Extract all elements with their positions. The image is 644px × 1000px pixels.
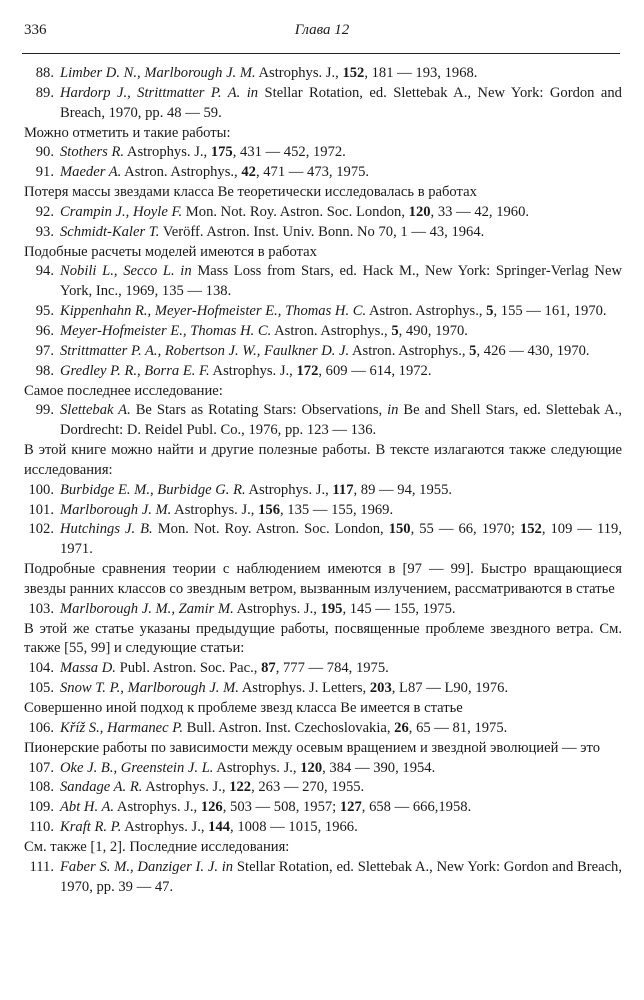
reference-volume: 126 (200, 799, 223, 816)
reference-entry (24, 64, 622, 84)
reference-volume: 5 (469, 342, 477, 359)
reference-entry (24, 818, 622, 838)
reference-source: Mass Loss from Stars, ed. Hack M., New York: Springer-Verlag New York, Inc., 1969, 135 — 138. (60, 263, 622, 300)
reference-pages: , 155 — 161, 1970. (493, 303, 607, 320)
reference-volume: 152 (342, 65, 365, 81)
reference-entry (24, 342, 622, 362)
reference-volume: 203 (369, 680, 392, 697)
reference-source: Astron. Astrophys., (366, 303, 487, 320)
reference-volume: 120 (300, 759, 323, 776)
reference-source: Veröff. Astron. Inst. Univ. Bonn. No 70, 1 — 43, 1964. (159, 223, 485, 240)
reference-pages: , 503 — 508, 1957; (222, 799, 340, 816)
section-note: Совершенно иной подход к проблеме звезд класса Be имеется в статье (24, 700, 463, 716)
reference-source: Mon. Not. Roy. Astron. Soc. London, (152, 521, 389, 538)
reference-volume-2: 152 (519, 521, 542, 538)
reference-source: Astrophys. J., (171, 501, 259, 518)
reference-authors: Nobili L., Secco L. in (60, 263, 192, 280)
section-note: Подобные расчеты моделей имеются в работах (24, 243, 317, 260)
reference-volume: 117 (332, 481, 354, 498)
reference-number: 110. (29, 819, 54, 836)
reference-volume: 26 (394, 719, 409, 736)
reference-number: 89. (35, 84, 54, 101)
reference-entry (24, 262, 622, 302)
reference-authors: Kippenhahn R., Meyer-Hofmeister E., Thomas H. C. (60, 303, 367, 320)
reference-source: Astron. Astrophys., (349, 342, 470, 359)
reference-number: 103. (28, 600, 54, 617)
section-note: Пионерские работы по зависимости между осевым вращением и звездной эволюцией — это (24, 739, 601, 756)
reference-entry (24, 302, 622, 322)
reference-pages: , 777 — 784, 1975. (275, 660, 389, 677)
reference-source: Mon. Not. Roy. Astron. Soc. London, (182, 203, 409, 220)
reference-authors: Oke J. B., Greenstein J. L. (60, 759, 214, 776)
reference-number: 93. (35, 223, 54, 240)
reference-entry (24, 223, 622, 243)
reference-entry (24, 600, 622, 620)
reference-authors: Sandage A. R. (60, 779, 143, 796)
reference-volume: 172 (296, 362, 319, 379)
reference-source: Astrophys. J. Letters, (238, 680, 370, 697)
reference-source: Astrophys. J., (142, 779, 230, 796)
reference-volume: 195 (320, 600, 343, 617)
reference-authors: Slettebak A. (60, 402, 131, 419)
reference-authors: Stothers R. (60, 144, 125, 161)
reference-number: 96. (35, 322, 54, 339)
reference-entry (24, 759, 622, 779)
reference-authors: Hutchings J. B. (60, 521, 153, 538)
reference-source: Stellar Rotation, ed. Slettebak A., New York: Gordon and Breach, 1970, pp. 39 — 47. (60, 858, 622, 895)
reference-number: 97. (35, 342, 54, 359)
reference-volume: 122 (229, 779, 252, 796)
section-note: В этой же статье указаны предыдущие работы, посвященные проблеме звездного ветра. См. также [55, 99] и следующие статьи: (24, 620, 622, 657)
reference-entry (24, 401, 622, 441)
reference-entry (24, 163, 622, 183)
reference-source: Astrophys. J., (213, 759, 301, 776)
reference-source: Astron. Astrophys., (271, 322, 392, 339)
reference-number: 94. (35, 263, 54, 280)
reference-number: 104. (28, 660, 54, 677)
reference-number: 90. (35, 144, 54, 161)
reference-number: 107. (28, 759, 54, 776)
reference-source: Astrophys. J., (121, 819, 209, 836)
bibliography-list (24, 64, 622, 897)
reference-entry (24, 322, 622, 342)
reference-pages: , 55 — 66, 1970; (410, 521, 520, 538)
reference-source: Astrophys. J., (124, 144, 211, 161)
reference-pages: , 471 — 473, 1975. (255, 164, 370, 181)
reference-number: 106. (28, 719, 54, 736)
reference-entry (24, 659, 622, 679)
reference-source: Astrophys. J., (233, 600, 321, 617)
reference-number: 98. (35, 362, 54, 379)
reference-authors: Kraft R. P. (60, 819, 122, 836)
reference-source: Stellar Rotation, ed. Slettebak A., New York: Gordon and Breach, 1970, pp. 48 — 59. (60, 84, 622, 121)
reference-volume: 156 (258, 501, 280, 518)
section-note: Потеря массы звездами класса Be теоретически исследовалась в работах (24, 184, 477, 201)
reference-entry (24, 520, 622, 560)
reference-authors: Massa D. (60, 660, 116, 677)
reference-authors: Crampin J., Hoyle F. (60, 203, 183, 220)
reference-number: 88. (35, 65, 54, 81)
reference-authors: Kříž S., Harmanec P. (60, 719, 183, 736)
reference-pages: , 89 — 94, 1955. (353, 481, 453, 498)
reference-authors: Burbidge E. M., Burbidge G. R. (60, 481, 246, 498)
reference-authors: Snow T. P., Marlborough J. M. (60, 680, 239, 697)
section-note: Можно отметить и такие работы: (24, 124, 231, 141)
reference-volume: 42 (241, 164, 256, 181)
reference-entry (24, 679, 622, 699)
reference-authors: Faber S. M., Danziger I. J. in (60, 858, 234, 875)
reference-pages: , 33 — 42, 1960. (430, 203, 530, 220)
section-note: См. также [1, 2]. Последние исследования: (24, 838, 290, 855)
reference-pages-2: , 658 — 666,1958. (361, 799, 472, 816)
reference-authors: Maeder A. (60, 164, 122, 181)
reference-authors: Marlborough J. M. (60, 501, 172, 518)
reference-entry (24, 798, 622, 818)
reference-entry (24, 84, 622, 124)
reference-source: Publ. Astron. Soc. Pac., (115, 660, 262, 677)
reference-source: Astrophys. J., (255, 65, 343, 81)
reference-number: 111. (29, 858, 54, 875)
reference-source-2: Be and Shell Stars, ed. Slettebak A., Dordrecht: D. Reidel Publ. Co., 1976, pp. 123 — 136. (60, 402, 623, 439)
reference-authors: Meyer-Hofmeister E., Thomas H. C. (60, 322, 272, 339)
reference-entry (24, 203, 622, 223)
reference-authors: Hardorp J., Strittmatter P. A. in (60, 84, 259, 101)
reference-volume: 87 (261, 660, 276, 677)
reference-volume: 120 (408, 203, 431, 220)
reference-authors: Marlborough J. M., Zamir M. (60, 600, 234, 617)
reference-number: 105. (28, 680, 54, 697)
header-rule (22, 53, 620, 54)
reference-number: 95. (35, 303, 54, 320)
reference-pages: , 181 — 193, 1968. (364, 65, 478, 81)
reference-pages: , L87 — L90, 1976. (391, 680, 509, 697)
reference-source: Astrophys. J., (245, 481, 333, 498)
reference-pages: , 1008 — 1015, 1966. (230, 819, 358, 836)
section-note: Самое последнее исследование: (24, 382, 223, 399)
reference-volume: 144 (208, 819, 231, 836)
section-note: В этой книге можно найти и другие полезные работы. В тексте излагаются также следующие исследования: (24, 442, 622, 478)
reference-pages: , 431 — 452, 1972. (232, 144, 346, 161)
reference-entry (24, 858, 622, 898)
reference-authors: Gredley P. R., Borra E. F. (60, 362, 210, 379)
reference-volume: 5 (486, 303, 494, 320)
reference-pages: , 609 — 614, 1972. (318, 362, 432, 379)
reference-volume-2: 127 (339, 799, 362, 816)
reference-number: 102. (28, 521, 54, 538)
reference-pages: , 263 — 270, 1955. (251, 779, 365, 796)
reference-volume: 5 (391, 322, 399, 339)
reference-source: Astron. Astrophys., (121, 164, 242, 181)
reference-entry (24, 501, 622, 521)
reference-authors: Abt H. A. (60, 799, 115, 816)
reference-pages: , 490, 1970. (398, 322, 468, 339)
reference-entry (24, 481, 622, 501)
page-number: 336 (24, 22, 47, 38)
reference-source: Astrophys. J., (114, 799, 201, 816)
reference-number: 100. (28, 481, 54, 498)
reference-pages: , 426 — 430, 1970. (476, 342, 590, 359)
reference-source: Bull. Astron. Inst. Czechoslovakia, (182, 719, 395, 736)
reference-entry (24, 778, 622, 798)
reference-source: Be Stars as Rotating Stars: Observations, (130, 402, 388, 419)
reference-volume: 175 (210, 144, 233, 161)
reference-number: 91. (35, 164, 54, 181)
reference-number: 108. (28, 779, 54, 796)
chapter-title: Глава 12 (294, 22, 350, 38)
reference-pages-2: , 109 — 119, 1971. (60, 521, 622, 558)
reference-number: 101. (28, 501, 54, 518)
reference-number: 99. (35, 402, 54, 419)
reference-entry (24, 143, 622, 163)
reference-pages: , 65 — 81, 1975. (408, 719, 508, 736)
reference-volume: 150 (388, 521, 411, 538)
reference-pages: , 135 — 155, 1969. (280, 501, 394, 518)
section-note: Подробные сравнения теории с наблюдением имеются в [97 — 99]. Быстро вращающиеся звезды ранних классов со звездным ветром, вызванным излучением, рассматриваются в статье (24, 561, 622, 597)
reference-source: Astrophys. J., (209, 362, 297, 379)
reference-number: 92. (35, 203, 54, 220)
reference-number: 109. (28, 799, 54, 816)
reference-authors: Limber D. N., Marlborough J. M. (60, 65, 256, 81)
reference-authors: Schmidt-Kaler T. (60, 223, 160, 240)
reference-pages: , 145 — 155, 1975. (342, 600, 456, 617)
reference-in: in (387, 402, 399, 419)
reference-authors: Strittmatter P. A., Robertson J. W., Faulkner D. J. (60, 342, 350, 359)
reference-entry (24, 362, 622, 382)
reference-pages: , 384 — 390, 1954. (322, 759, 436, 776)
reference-entry (24, 719, 622, 739)
